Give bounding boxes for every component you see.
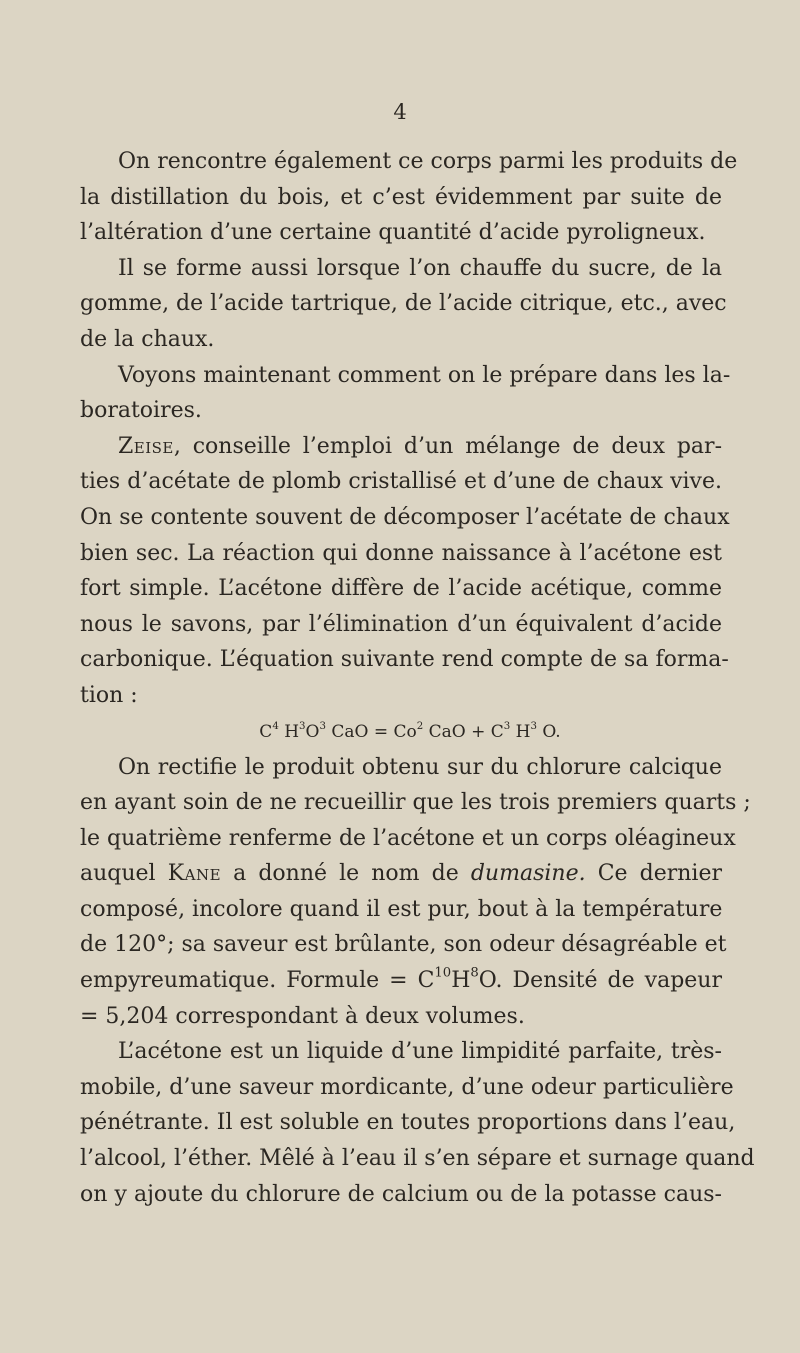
text-line: boratoires. <box>80 398 202 424</box>
text-line: la distillation du bois, et c’est évidemment par suite de <box>80 184 722 210</box>
text-line: empyreumatique. Formule = $C^{10}H^8O$. Densité de vapeur <box>80 965 722 994</box>
text-line: nous le savons, par l’élimination d’un équivalent d’acide <box>80 611 722 637</box>
text-line: de la chaux. <box>80 326 215 352</box>
page-number: 4 <box>393 100 407 124</box>
text-line: on y ajoute du chlorure de calcium ou de la potasse caus- <box>80 1181 722 1207</box>
term-dumasine: dumasine. <box>470 861 586 887</box>
text-line <box>80 429 722 465</box>
text-line: Voyons maintenant comment on le prépare dans les la- <box>118 362 731 388</box>
text-line: gomme, de l’acide tartrique, de l’acide citrique, etc., avec <box>80 291 727 317</box>
text-line: bien sec. La réaction qui donne naissance à l’acétone est <box>80 540 722 566</box>
text-line: carbonique. L’équation suivante rend compte de sa forma- <box>80 647 729 673</box>
body-text <box>80 144 755 1212</box>
text-line: en ayant soin de ne recueillir que les trois premiers quarts ; <box>80 790 751 816</box>
text-line: l’altération d’une certaine quantité d’acide pyroligneux. <box>80 220 706 246</box>
text-line: Il se forme aussi lorsque l’on chauffe du sucre, de la <box>118 255 722 281</box>
text-line: On rectifie le produit obtenu sur du chlorure calcique <box>118 754 722 780</box>
text-line: On se contente souvent de décomposer l’acétate de chaux <box>80 504 730 530</box>
author-name-kane: Kane <box>167 861 222 887</box>
text-line: de 120°; sa saveur est brûlante, son odeur désagréable et <box>80 932 727 958</box>
text-line: On rencontre également ce corps parmi les produits de <box>118 149 738 174</box>
text-line: L’acétone est un liquide d’une limpidité parfaite, très- <box>118 1039 722 1065</box>
text-line: l’alcool, l’éther. Mêlé à l’eau il s’en sépare et surnage quand <box>80 1146 755 1172</box>
text-line: le quatrième renferme de l’acétone et un corps oléagineux <box>80 825 736 851</box>
text-line: mobile, d’une saveur mordicante, d’une odeur particulière <box>80 1074 734 1100</box>
text-line: fort simple. L’acétone diffère de l’acide acétique, comme <box>80 576 722 602</box>
text-line: pénétrante. Il est soluble en toutes proportions dans l’eau, <box>80 1110 736 1136</box>
text-fragment: , conseille l’emploi d’un mélange de deux par- <box>173 433 722 459</box>
text-line: tion : <box>80 682 138 708</box>
text-line: ties d’acétate de plomb cristallisé et d’une de chaux vive. <box>80 469 722 495</box>
chemical-equation: $C^4$ $H^3O^3$ CaO = $Co^2$ CaO + $C^3$ $H^3$ O. <box>259 720 561 742</box>
text-line: composé, incolore quand il est pur, bout à la température <box>80 896 723 922</box>
text-line: auquel Kane a donné le nom de dumasine. Ce dernier <box>80 861 722 887</box>
author-name-zeise: Zeise <box>118 433 174 459</box>
text-line: = 5,204 correspondant à deux volumes. <box>80 1003 525 1029</box>
